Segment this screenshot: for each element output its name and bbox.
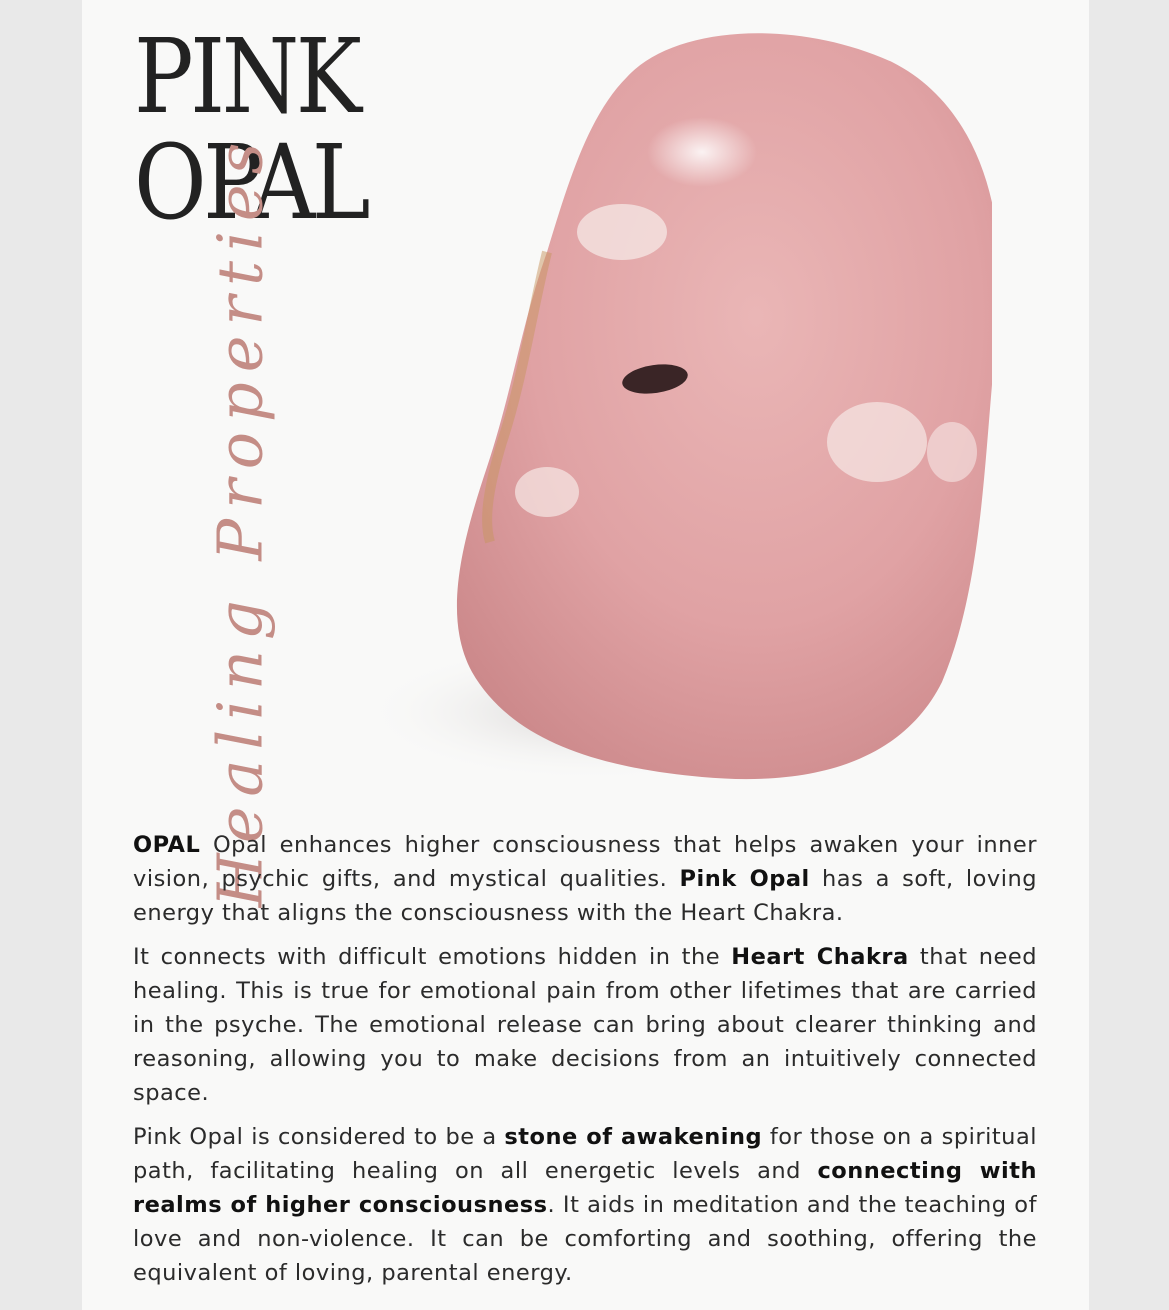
text-span: for those on a spiritual path, facilitating healing on all energetic levels and <box>133 1124 1037 1184</box>
text-span: It connects with difficult emotions hidden in the <box>133 944 732 970</box>
text-span: Opal enhances higher consciousness that helps awaken your inner vision, psychic gifts, and mystical qualities. <box>133 832 1037 892</box>
text-span: . It aids in meditation and the teaching of love and non-violence. It can be comforting and soothing, offering the equivalent of loving, parental energy. <box>133 1192 1037 1286</box>
title-line-pink: PINK <box>134 17 359 137</box>
stone-white-patch <box>577 204 667 260</box>
page <box>82 0 1089 1310</box>
stone-white-patch <box>927 422 977 482</box>
bold-heart-chakra: Heart Chakra <box>731 944 909 970</box>
bold-opal: OPAL <box>133 832 201 858</box>
text-span: has a soft, loving energy that aligns the consciousness with the Heart Chakra. <box>133 866 1037 926</box>
stone-white-patch <box>515 467 579 517</box>
pink-opal-stone-image <box>372 22 992 792</box>
text-span: that need healing. This is true for emotional pain from other lifetimes that are carried in the psyche. The emotional release can bring about clearer thinking and reasoning, allowing you to make decisions from an intuitively connected space. <box>133 944 1037 1106</box>
title-line-opal: OPAL <box>134 123 368 243</box>
stone-shine <box>647 117 757 187</box>
paragraph-awakening <box>133 1120 1037 1290</box>
text-span: Pink Opal is considered to be a <box>133 1124 505 1150</box>
bold-pink-opal: Pink Opal <box>679 866 810 892</box>
paragraph-heart-chakra <box>133 940 1037 1110</box>
paragraph-intro <box>133 828 1037 930</box>
stone-white-patch <box>827 402 927 482</box>
bold-connecting-realms: connecting with realms of higher consciousness <box>133 1158 1037 1218</box>
description <box>133 828 1037 1300</box>
subtitle-healing-properties: Healing Properties <box>203 132 277 908</box>
bold-stone-of-awakening: stone of awakening <box>504 1124 763 1150</box>
